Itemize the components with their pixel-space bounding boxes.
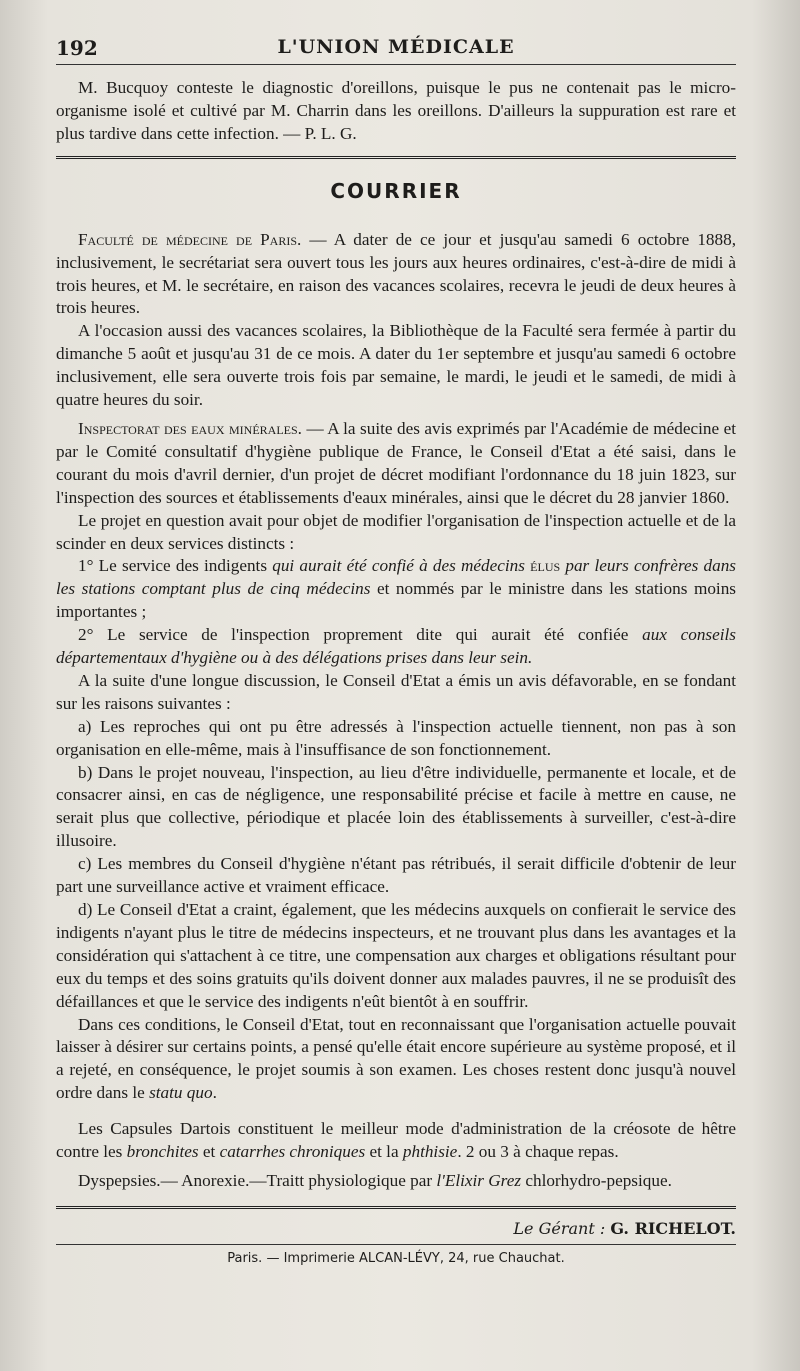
reason-d: d) Le Conseil d'Etat a craint, également, que les médecins auxquels on confierait le service des indigents n'ayant plus le titre de médecins inspecteurs, et ne trouvant plus dans les avantages et la considération qui s'attachent à ce titre, une compensation aux charges et obligations résultant pour eux du temps et des soins gratuits qu'ils doivent donner aux malades pauvres, il ne se produisît des défaillances et que le service des indigents n'eût bientôt à en souffrir. xyxy=(56,900,736,1011)
signature-name: G. RICHELOT. xyxy=(610,1219,736,1239)
signature-label: Le Gérant : xyxy=(513,1219,606,1239)
section-title: COURRIER xyxy=(330,178,462,203)
inspectorat-paragraph-2: Le projet en question avait pour objet de modifier l'organisation de l'inspection actuelle et de la scinder en deux services distincts : xyxy=(56,510,736,553)
inspectorat-paragraph-1: Inspectorat des eaux minérales. — A la suite des avis exprimés par l'Académie de médecine et par le Comité consultatif d'hygiène publique de France, le Conseil d'Etat a été saisi, dans le courant du mois d'avril dernier, d'un projet de décret modifiant l'ordonnance du 18 juin 1823, sur l'inspection des sources et établissements d'eaux minérales, ainsi que le décret du 28 janvier 1860. xyxy=(56,418,737,507)
ad-capsules-dartois: Les Capsules Dartois constituent le meilleur mode d'administration de la créosote de hêtre contre les bronchites et catarrhes chroniques et la phthisie. 2 ou 3 à chaque repas. xyxy=(56,1119,736,1162)
inspectorat-paragraph-3: A la suite d'une longue discussion, le Conseil d'Etat a émis un avis défavorable, en se fondant sur les raisons suivantes : xyxy=(56,670,736,713)
reason-c: c) Les membres du Conseil d'hygiène n'étant pas rétribués, il serait difficile d'obtenir de leur part une surveillance active et vraiment efficace. xyxy=(56,854,736,897)
imprint-rule xyxy=(56,1244,736,1245)
faculte-paragraph-1: Faculté de médecine de Paris. — A dater de ce jour et jusqu'au samedi 6 octobre 1888, inclusivement, le secrétariat sera ouvert tous les jours aux heures ordinaires, c'est-à-dire de midi à trois heures, et M. le secrétaire, en raison des vacances scolaires, recevra le jeudi de deux heures à trois heures. xyxy=(56,229,736,318)
header-rule xyxy=(56,64,736,65)
footer-divider xyxy=(56,1206,736,1209)
inspectorat-item-1: 1° Le service des indigents qui aurait été confié à des médecins élus par leurs confrères dans les stations comptant plus de cinq médecins et nommés par le ministre dans les stations moins importantes ; xyxy=(56,556,736,622)
inspectorat-lead: Inspectorat des eaux minérales. xyxy=(78,418,302,438)
running-header xyxy=(56,30,736,64)
printer-imprint: Paris. — Imprimerie ALCAN-LÉVY, 24, rue Chauchat. xyxy=(227,1251,565,1267)
inspectorat-conclusion: Dans ces conditions, le Conseil d'Etat, tout en reconnaissant que l'organisation actuelle pouvait laisser à désirer sur certains points, a pensé qu'elle était encore supérieure au système proposé, et il a rejeté, en conséquence, le projet soumis à son examen. Les choses restent donc jusqu'à nouvel ordre dans le statu quo. xyxy=(56,1014,736,1103)
inspectorat-item-2: 2° Le service de l'inspection proprement dite qui aurait été confiée aux conseils départementaux d'hygiène ou à des délégations prises dans leur sein. xyxy=(56,625,736,668)
reason-a: a) Les reproches qui ont pu être adressés à l'inspection actuelle tiennent, non pas à son organisation en elle-même, mais à l'insuffisance de son fonctionnement. xyxy=(56,716,736,759)
signature xyxy=(56,1219,736,1238)
ad-elixir-grez: Dyspepsies.— Anorexie.—Traitt physiologique par l'Elixir Grez chlorhydro-pepsique. xyxy=(78,1171,672,1191)
faculte-lead: Faculté de médecine de Paris. xyxy=(78,229,302,249)
journal-title: L'UNION MÉDICALE xyxy=(277,36,515,58)
page-content xyxy=(56,30,736,1266)
faculte-paragraph-2: A l'occasion aussi des vacances scolaires, la Bibliothèque de la Faculté sera fermée à partir du dimanche 5 août et jusqu'au 31 de ce mois. A dater du 1er septembre et jusqu'au samedi 6 octobre inclusivement, elle sera ouverte trois fois par semaine, le mardi, le jeudi et le samedi, de midi à quatre heures du soir. xyxy=(56,321,736,410)
page-number: 192 xyxy=(56,36,98,60)
reason-b: b) Dans le projet nouveau, l'inspection, au lieu d'être individuelle, permanente et locale, et de consacrer ainsi, en cas de négligence, une responsabilité précise et facile à mettre en cause, ne serait plus que collective, périodique et placée loin des établissements à surveiller, c'est-à-dire illusoire. xyxy=(56,762,736,851)
section-divider xyxy=(56,156,736,159)
intro-paragraph: M. Bucquoy conteste le diagnostic d'oreillons, puisque le pus ne contenait pas le micro-organisme isolé et cultivé par M. Charrin dans les oreillons. D'ailleurs la suppuration est rare et plus tardive dans cette infection. — P. L. G. xyxy=(56,78,736,143)
